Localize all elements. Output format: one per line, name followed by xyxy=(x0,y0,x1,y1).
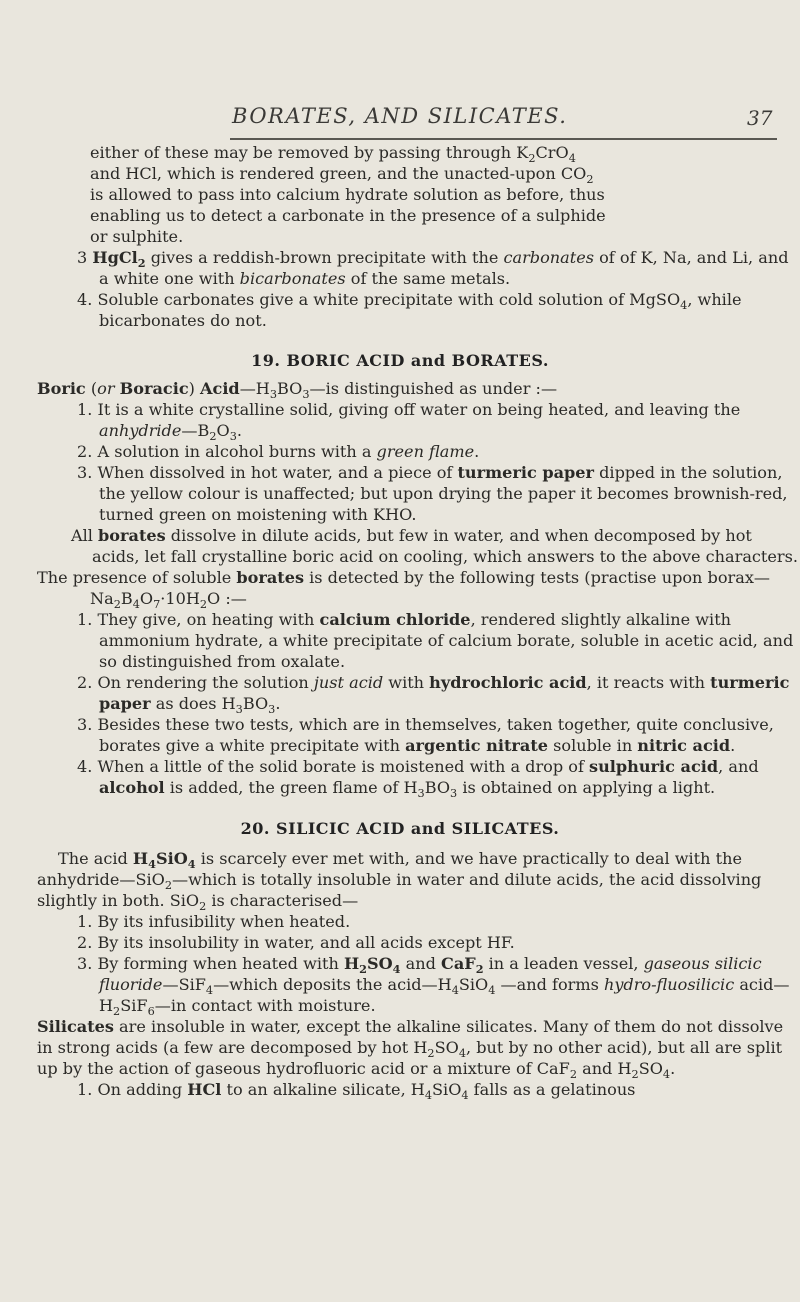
section-intro: Boric (or Boracic) $Acid—H_3BO_3—is$ distinguished as under :— xyxy=(37,379,558,402)
text-line: or sulphite. xyxy=(90,227,184,246)
list-item: 3. Besides these two tests, which are in themselves, taken together, quite conclusive, borates give a white precipitate with argentic nitrate soluble in nitric acid. xyxy=(77,715,774,755)
body-text xyxy=(0,142,800,1103)
paragraph: All borates dissolve in dilute acids, but few in water, and when decomposed by hot acids, let fall crystalline boric acid on cooling, which answers to the above characters. xyxy=(71,526,798,566)
paragraph: Silicates are insoluble in water, except the alkaline silicates. Many of them do not dissolve in strong acids (a few are decomposed by hot $H_2SO_4$, but by no other acid), but all are split up by the action of gaseous hydrofluoric acid or a mixture of CaF$_2$ and $H_2SO_4$. xyxy=(37,1017,784,1082)
running-title: BORATES, AND SILICATES. xyxy=(232,104,568,128)
list-item: 1. On adding HCl to an alkaline silicate, $H_4SiO_4$ falls as a gelatinous xyxy=(77,1080,636,1103)
header-rule xyxy=(230,138,777,140)
list-item: 1. It is a white crystalline solid, giving off water on being heated, and leaving the $anhydride—B_2O_3$. xyxy=(77,400,741,444)
paragraph: The presence of soluble borates is detected by the following tests (practise upon $borax—Na_2B_4O_7\cdot 10H_2O$ :— xyxy=(37,568,770,612)
page-header xyxy=(0,104,800,138)
list-item: 4. When a little of the solid borate is moistened with a drop of sulphuric acid, and alcohol is added, the green flame of $H_3BO_3$ is obtained on applying a light. xyxy=(77,757,759,801)
page-number: 37 xyxy=(747,106,773,130)
text-line: is allowed to pass into calcium hydrate solution as before, thus xyxy=(90,185,605,204)
section-heading-boric: 19. BORIC ACID and BORATES. xyxy=(251,351,549,370)
text-line: either of these may be removed by passing through $K_2CrO_4$ xyxy=(90,143,576,166)
section-heading-silicic: 20. SILICIC ACID and SILICATES. xyxy=(240,819,560,838)
list-item: 2. By its insolubility in water, and all acids except HF. xyxy=(77,933,515,952)
text-line: and HCl, which is rendered green, and the unacted-upon $CO_2$ xyxy=(90,164,594,187)
list-item: 1. By its infusibility when heated. xyxy=(77,912,351,931)
list-item: 2. On rendering the solution just acid with hydrochloric acid, it reacts with turmeric paper as does $H_3BO_3$. xyxy=(77,673,790,717)
paragraph: The acid $H_4SiO_4$ is scarcely ever met with, and we have practically to deal with the anhydride—SiO$_2$—which is totally insoluble in water and dilute acids, the acid dissolving slightly in both. SiO$_2$ is characterised— xyxy=(37,849,762,914)
list-item: 2. A solution in alcohol burns with a green flame. xyxy=(77,442,480,461)
list-item: 3 HgCl$_2$ gives a reddish-brown precipitate with the carbonates of of K, Na, and Li, and a white one with bicarbonates of the same metals. xyxy=(77,248,789,288)
list-item: 3. By forming when heated with $H_2SO_4$ and CaF$_2$ in a leaden vessel, gaseous silicic fluoride—SiF$_4$—which deposits the $acid—H_4SiO_4$ —and forms hydro-fluosilicic $acid—H_2SiF_6—in$ contact with moisture. xyxy=(77,954,790,1019)
list-item: 4. Soluble carbonates give a white precipitate with cold solution of MgSO$_4$, while bicarbonates do not. xyxy=(77,290,742,330)
text-line: enabling us to detect a carbonate in the presence of a sulphide xyxy=(90,206,606,225)
list-item: 3. When dissolved in hot water, and a piece of turmeric paper dipped in the solution, the yellow colour is unaffected; but upon drying the paper it becomes brownish-red, turned green on moistening with KHO. xyxy=(77,463,788,524)
list-item: 1. They give, on heating with calcium chloride, rendered slightly alkaline with ammonium hydrate, a white precipitate of calcium borate, soluble in acetic acid, and so distinguished from oxalate. xyxy=(77,610,794,671)
